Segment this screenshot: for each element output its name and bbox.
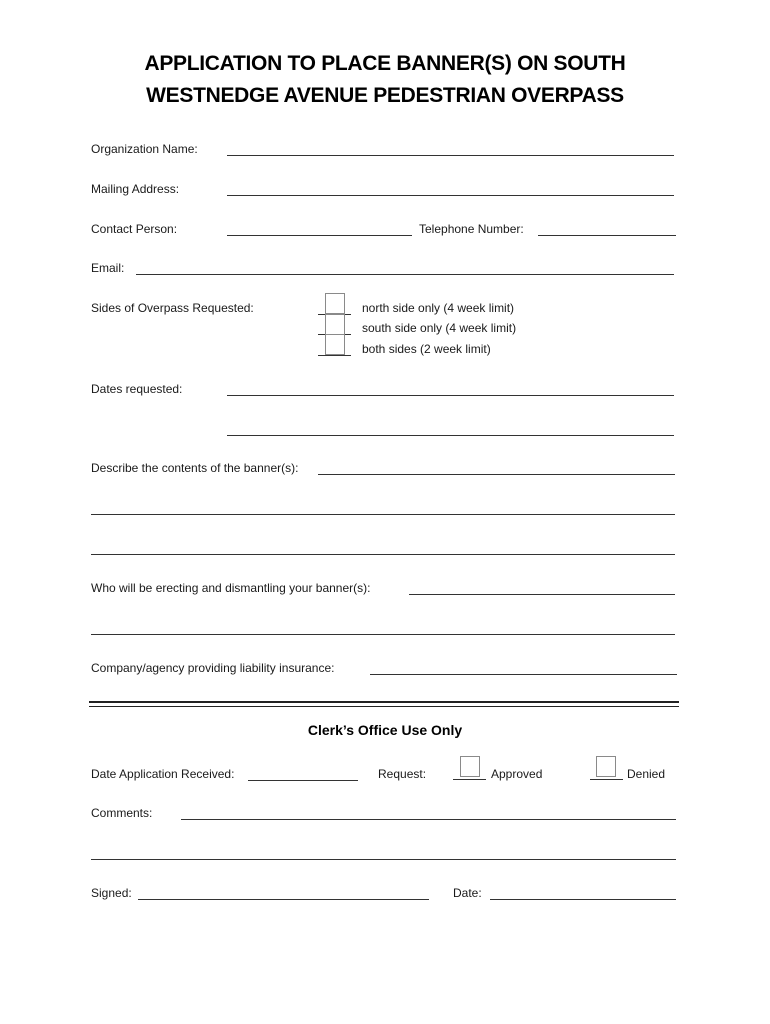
signed-label: Signed: [91, 886, 132, 900]
erecting-field-2[interactable] [91, 634, 675, 635]
denied-label: Denied [627, 767, 666, 781]
comments-field-2[interactable] [91, 859, 676, 860]
south-side-option-label: south side only (4 week limit) [362, 321, 517, 335]
approved-label: Approved [491, 767, 543, 781]
date-received-field[interactable] [248, 780, 358, 781]
south-side-checkbox[interactable] [325, 314, 345, 335]
banner-contents-field-3[interactable] [91, 554, 675, 555]
erecting-label: Who will be erecting and dismantling your banner(s): [91, 581, 371, 595]
denied-underline [590, 779, 623, 780]
date-field[interactable] [490, 899, 676, 900]
sides-of-overpass-label: Sides of Overpass Requested: [91, 301, 254, 315]
mailing-address-label: Mailing Address: [91, 182, 180, 196]
mailing-address-field[interactable] [227, 195, 674, 196]
liability-insurance-label: Company/agency providing liability insurance: [91, 661, 335, 675]
banner-contents-field-1[interactable] [318, 474, 675, 475]
email-label: Email: [91, 261, 125, 275]
organization-name-label: Organization Name: [91, 142, 198, 156]
contact-person-label: Contact Person: [91, 222, 178, 236]
banner-contents-field-2[interactable] [91, 514, 675, 515]
section-divider-thick [89, 701, 679, 703]
approved-underline [453, 779, 486, 780]
page-title-line-2: WESTNEDGE AVENUE PEDESTRIAN OVERPASS [146, 84, 624, 107]
date-label: Date: [453, 886, 482, 900]
contact-person-field[interactable] [227, 235, 412, 236]
date-received-label: Date Application Received: [91, 767, 235, 781]
comments-label: Comments: [91, 806, 153, 820]
liability-insurance-field[interactable] [370, 674, 677, 675]
erecting-field-1[interactable] [409, 594, 675, 595]
north-side-checkbox[interactable] [325, 293, 345, 314]
section-divider-thin [89, 706, 679, 707]
north-side-option-label: north side only (4 week limit) [362, 301, 515, 315]
both-sides-option-label: both sides (2 week limit) [362, 342, 491, 356]
email-field[interactable] [136, 274, 674, 275]
telephone-number-label: Telephone Number: [419, 222, 524, 236]
dates-requested-field-1[interactable] [227, 395, 674, 396]
organization-name-field[interactable] [227, 155, 674, 156]
dates-requested-field-2[interactable] [227, 435, 674, 436]
telephone-number-field[interactable] [538, 235, 676, 236]
dates-requested-label: Dates requested: [91, 382, 183, 396]
signed-field[interactable] [138, 899, 429, 900]
denied-checkbox[interactable] [596, 756, 616, 777]
request-label: Request: [378, 767, 427, 781]
comments-field-1[interactable] [181, 819, 676, 820]
banner-contents-label: Describe the contents of the banner(s): [91, 461, 299, 475]
page-title-line-1: APPLICATION TO PLACE BANNER(S) ON SOUTH [144, 52, 626, 75]
approved-checkbox[interactable] [460, 756, 480, 777]
clerk-section-heading: Clerk’s Office Use Only [307, 722, 463, 738]
both-sides-underline [318, 355, 351, 356]
both-sides-checkbox[interactable] [325, 334, 345, 355]
